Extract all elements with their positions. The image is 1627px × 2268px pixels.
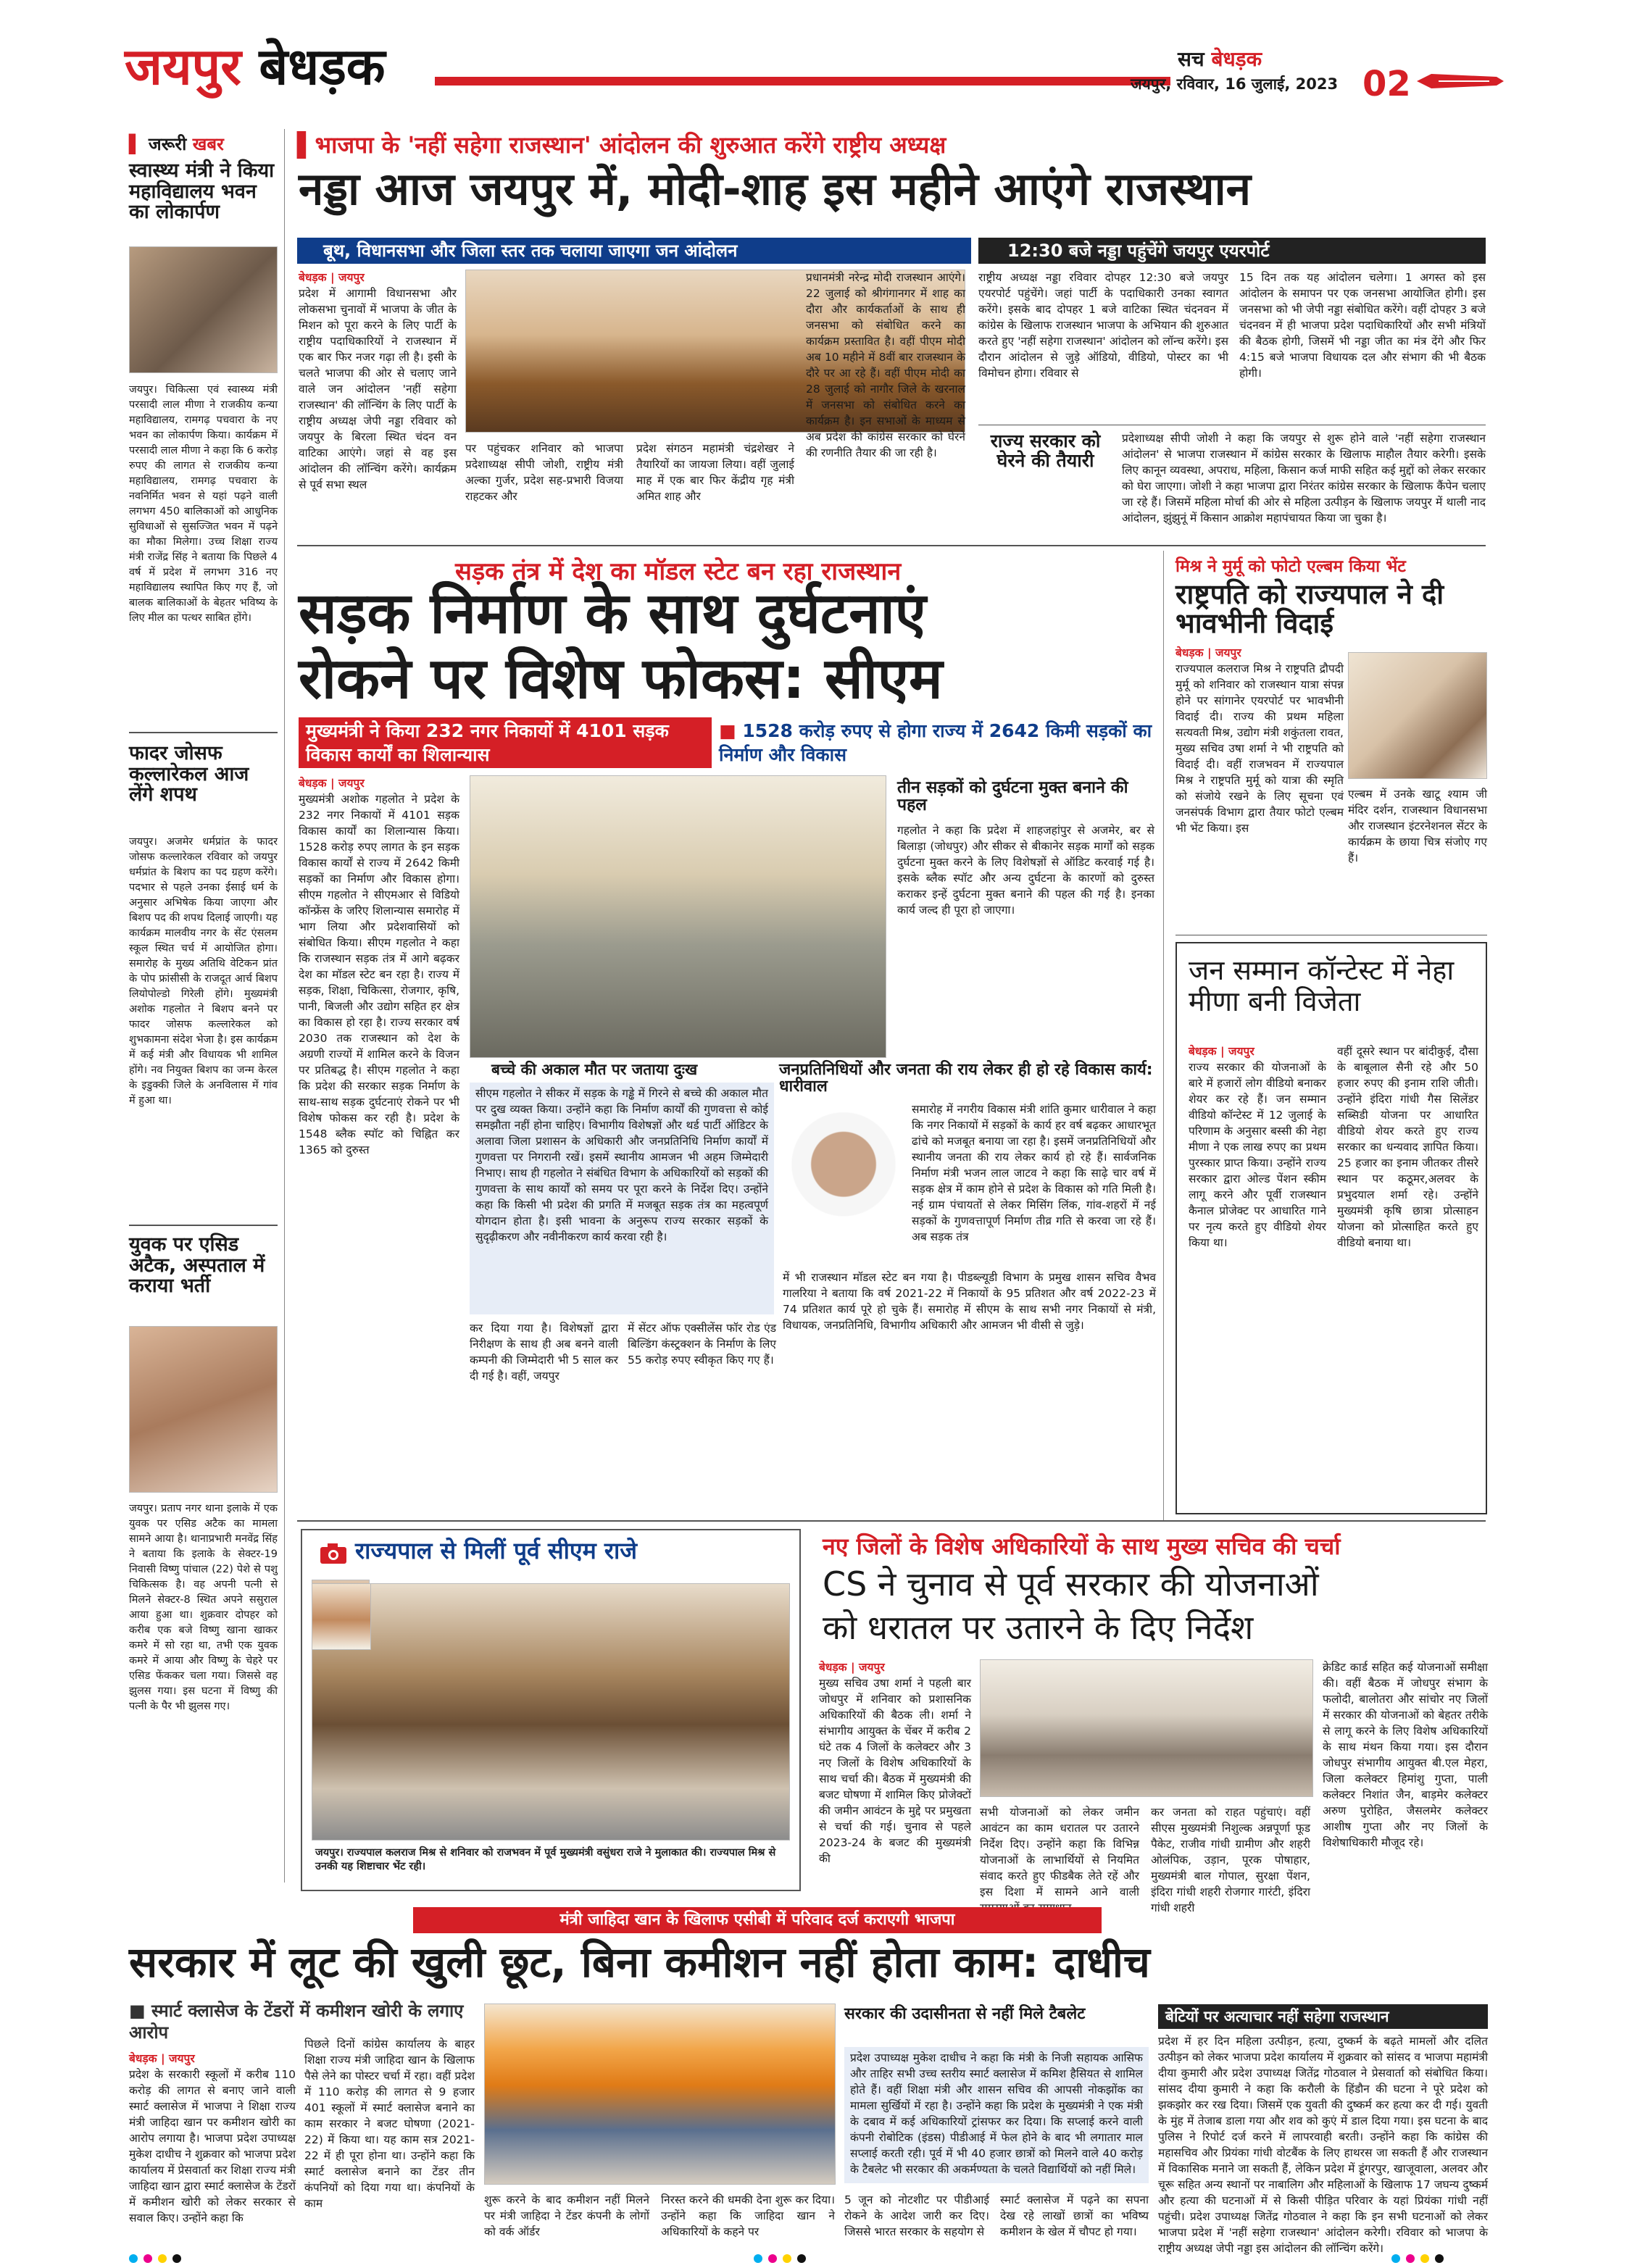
lead-subhead: [297, 238, 971, 264]
road-right-body: गहलोत ने कहा कि प्रदेश में शाहजहांपुर से अजमेर, बर से बिलाड़ा (जोधपुर) और सीकर से बीकानेर सड़क मार्गों को सड़क दुर्घटना मुक्त करने के लिए विशेषज्ञों से ऑडिट करवाई गई है। इसके ब्लैक स्पॉट और अन्य दुर्घटना के कारणों को दुरुस्त कराकर इन्हें दुर्घटना मुक्त बनाने की पहल की गई है। इनका कार्य जल्द ही पूरा हो जाएगा।: [897, 824, 1154, 917]
president-byline: बेधड़क | जयपुर: [1175, 646, 1241, 659]
lead-side-label: राज्य सरकार को घेरने की तैयारी: [990, 430, 1101, 471]
sidebar-label-a: जरूरी: [148, 134, 187, 154]
loot-right-body: प्रदेश में हर दिन महिला उत्पीड़न, हत्या, दुष्कर्म के बढ़ते मामलों और दलित उत्पीड़न को लेकर भाजपा प्रदेश कार्यालय में शुक्रवार को सांसद व भाजपा महामंत्री दीया कुमारी और प्रदेश उपाध्यक्ष जितेंद्र गोठवाल ने प्रेसवार्ता को संबोधित किया। सांसद दीया कुमारी ने कहा कि करौली के हिंडौन की घटना ने पूरे प्रदेश को झकझोर कर रख दिया। जिसमें एक युवती की दुष्कर्म कर हत्या कर दी गई। युवती के मुंह में तेजाब डाला गया और शव को कुएं में डाल दिया गया। इस घटना के बाद पुलिस ने रिपोर्ट दर्ज करने में लापरवाही बरती। उन्होंने कहा कि कांग्रेस की महासचिव और प्रियंका गांधी वोटबैंक के लिए हाथरस जा सकती हैं और राजस्थान में विकासिक मनाने जा सकती हैं, लेकिन प्रदेश में डूंगरपुर, खाजूवाला, अलवर और चूरू सहित अन्य स्थानों पर नाबालिग और महिलाओं के खिलाफ 17 जघन्य दुष्कर्म और हत्या की घटनाओं में से किसी पीड़ित परिवार के यहां प्रियंका गांधी नहीं पहुंची। प्रदेश उपाध्यक्ष जितेंद्र गोठवाल ने कहा कि इन सभी घटनाओं को लेकर भाजपा प्रदेश में 'नहीं सहेगा राजस्थान' आंदोलन करेगी। रविवार को भाजपा के राष्ट्रीय अध्यक्ष जेपी नड्डा इस आंदोलन की लॉन्चिंग करेंगे।: [1158, 2035, 1488, 2255]
lead-box-col2: 15 दिन तक यह आंदोलन चलेगा। 1 अगस्त को इस आंदोलन के समापन पर एक जनसभा आयोजित होगी। इस जनसभा को भी जेपी नड्डा संबोधित करेंगे। वहीं दोपहर 3 बजे चंदनवन में ही भाजपा प्रदेश पदाधिकारियों और सभी मंत्रियों की बैठक होगी, जिसमें भी नड्डा जीत का मंत्र देंगे और फिर 4:15 बजे भाजपा विधायक दल और संभाग की भी बैठक होगी।: [1239, 271, 1486, 380]
masthead-rule: [435, 77, 1170, 86]
tagline-b: बेधड़क: [1211, 47, 1262, 71]
cs-headline-line2: को धरातल पर उतारने के दिए निर्देश: [823, 1608, 1254, 1647]
sidebar-story3-photo: [129, 1326, 278, 1493]
cs-headline-line1: CS ने चुनाव से पूर्व सरकार की योजनाओं: [823, 1564, 1319, 1604]
loot-right-headline: [1158, 2004, 1488, 2029]
governor-caption: जयपुर। राज्यपाल कलराज मिश्र से शनिवार को राजभवन में पूर्व मुख्यमंत्री वसुंधरा राजे ने मुलाकात की। राज्यपाल मिश्र से उनकी यह शिष्टाचार भेंट रही।: [315, 1847, 776, 1872]
brand-name: बेधड़क: [259, 37, 386, 96]
loot-subhead: ■ स्मार्ट क्लासेज के टेंडरों में कमीशन खोरी के लगाए आरोप: [129, 2001, 464, 2043]
cs-col2: सभी योजनाओं को लेकर जमीन आवंटन का काम धरातल पर उतारने निर्देश दिए। उन्होंने कहा कि विभिन्न योजनाओं के लाभार्थियों से नियमित संवाद करते हुए फीडबैक लेते रहें और इस दिशा में सामने आने वाली: [980, 1806, 1139, 1898]
sidebar-label-b: खबर: [192, 134, 224, 154]
governor-title: राज्यपाल से मिलीं पूर्व सीएम राजे: [355, 1537, 637, 1564]
road-dhariwal-photo: [783, 1112, 904, 1261]
loot-right-headline-text: बेटियों पर अत्याचार नहीं सहेगा राजस्थान: [1165, 2008, 1389, 2025]
lead-box-title-text: 12:30 बजे नड्डा पहुंचेंगे जयपुर एयरपोर्ट: [1007, 241, 1270, 261]
lead-subhead-text: बूथ, विधानसभा और जिला स्तर तक चलाया जाएगा जन आंदोलन: [323, 241, 738, 261]
road-dhariwal-body2: में भी राजस्थान मॉडल स्टेट बन गया है। पीडब्ल्यूडी विभाग के प्रमुख शासन सचिव वैभव गालरिया ने बताया कि वर्ष 2021-22 में निकायों के 95 प्रतिशत और वर्ष 2022-23 में 74 प्रतिशत कार्य पूरे हो चुके हैं। समारोह में सीएम के साथ सभी नगर निकायों से मंत्री, विधायक, जनप्रतिनिधि, विभागीय अधिकारी और आमजन भी वीसी से जुड़े।: [783, 1271, 1156, 1332]
masthead-tagline: [1178, 45, 1262, 72]
right-divider: [1163, 551, 1164, 1522]
president-col1-text: राज्यपाल कलराज मिश्र ने राष्ट्रपति द्रौपदी मुर्मू को शनिवार को राजस्थान यात्रा संपन्न होने पर सांगानेर एयरपोर्ट पर भावभीनी विदाई दी। राज्य की प्रथम महिला सत्यवती मिश्र, उद्योग मंत्री शकुंतला रावत, मुख्य सचिव उषा शर्मा ने भी राष्ट्रपति को विदाई दी। वहीं राजभवन में राज्यपाल मिश्र ने राष्ट्रपति मुर्मू को यात्रा की स्मृति को संजोये रखने के लिए सूचना एवं जनसंपर्क विभाग द्वारा तैयार फोटो एल्बम भी भेंट किया। इस: [1175, 662, 1344, 835]
mid-rule: [297, 1520, 1486, 1522]
lead-byline: बेधड़क | जयपुर: [299, 271, 365, 284]
cs-photo: [980, 1659, 1313, 1797]
masthead-brand: [125, 38, 386, 96]
lead-kicker: ▌भाजपा के 'नहीं सहेगा राजस्थान' आंदोलन की शुरुआत करेंगे राष्ट्रीय अध्यक्ष: [297, 131, 946, 159]
road-dhariwal-headline: जनप्रतिनिधियों और जनता की राय लेकर ही हो रहे विकास कार्य: धारीवाल: [779, 1061, 1153, 1096]
lead-col4: प्रधानमंत्री नरेन्द्र मोदी राजस्थान आएंगे। 22 जुलाई को श्रीगंगानगर में शाह का दौरा और कार्यकर्ताओं के साथ ही जनसभा को संबोधित करने का कार्यक्रम प्रस्तावित है। वहीं पीएम मोदी अब 10 महीने में 8वीं बार राजस्थान के दौरे पर आ रहे हैं। वहीं पीएम मोदी का 28 जुलाई को नागौर जिले के खरनाल में जनसभा को संबोधित करने का कार्यक्रम है। इन सभाओं के माध्यम से अब प्रदेश की कांग्रेस सरकार को घेरने की रणनीति तैयार की जा रही है।: [806, 271, 965, 459]
contest-col1-text: राज्य सरकार की योजनाओं के बारे में हजारों लोग वीडियो बनाकर शेयर कर रहे हैं। जन सम्मान वीडियो कॉन्टेस्ट में 12 जुलाई के परिणाम के अनुसार बस्सी की नेहा मीणा ने एक लाख रुपए का प्रथम पुरस्कार प्राप्त किया। उन्होंने राज्य सरकार द्वारा ओल्ड पेंशन स्कीम लागू करने और पूर्वी राजस्थान कैनाल प्रोजेक्ट पर आधारित गाने पर नृत्य करते हुए वीडियो शेयर किया था।: [1189, 1061, 1326, 1249]
tagline-a: सच: [1178, 47, 1204, 71]
loot-mid-headline: सरकार की उदासीनता से नहीं मिले टैबलेट: [844, 2005, 1086, 2023]
road-photo: [470, 775, 886, 1058]
pen-nib-icon: [1417, 72, 1504, 90]
sidebar-label: ▌ जरूरी खबर: [129, 134, 224, 154]
cs-col1-text: मुख्य सचिव उषा शर्मा ने पहली बार जोधपुर में शनिवार को प्रशासनिक अधिकारियों की बैठक ली। शर्मा ने संभागीय आयुक्त के चेंबर में करीब 2 घंटे तक 4 जिलों के कलेक्टर और 3 नए जिलों के विशेष अधिकारियों के साथ चर्चा की। बैठक में मुख्यमंत्री की बजट घोषणा में शामिल किए प्रोजेक्टों की जमीन आवंटन के मुद्दे पर प्रमुखता से चर्चा की गई। चुनाव से पहले 2023-24 के बजट की मुख्यमंत्री की: [819, 1677, 971, 1865]
page-number: 02: [1362, 64, 1411, 104]
loot-kicker-text: मंत्री जाहिदा खान के खिलाफ एसीबी में परिवाद दर्ज कराएगी भाजपा: [559, 1911, 955, 1929]
sidebar-sep1: [129, 732, 278, 733]
road-col1-text: मुख्यमंत्री अशोक गहलोत ने प्रदेश के 232 नगर निकायों में 4101 सड़क विकास कार्यों का शिलान्यास किया। 1528 करोड़ रुपए लागत के इन सड़क विकास कार्यों से राज्य में 2642 किमी सड़कों का निर्माण और विकास होगा। सीएम गहलोत ने सीएमआर से विडियो कॉन्फ्रेंस के जरिए शिलान्यास समारोह में भाग लिया और प्रदेशवासियों को संबोधित किया। सीएम गहलोत ने कहा कि राजस्थान सड़क तंत्र में आगे बढ़कर देश का मॉडल स्टेट बन रहा है। राज्य में सड़क, शिक्षा, चिकित्सा, रोजगार, कृषि, पानी, बिजली और उद्योग सहित हर क्षेत्र का विकास हो रहा है। राज्य सरकार वर्ष 2030 तक राजस्थान को देश के अग्रणी राज्यों में शामिल करने के विजन पर प्रतिबद्ध है। सीएम गहलोत ने कहा कि प्रदेश की सरकार सड़क निर्माण के साथ-साथ सड़क दुर्घटनाएं रोकने पर भी विशेष फोकस कर रही है। प्रदेश के 1548 ब्लैक स्पॉट को चिह्नित कर 1365 को दुरुस्त: [299, 793, 459, 1156]
masthead: [0, 0, 1627, 123]
lead-col1-text: प्रदेश में आगामी विधानसभा और लोकसभा चुनावों में भाजपा के जीत के मिशन को पूरा करने के लिए पार्टी के राष्ट्रीय पदाधिकारियों ने राजस्थान में एक बार फिर नजर गढ़ा ली है। इसी के चलते भाजपा की ओर से चलाए जाने वाले जन आंदोलन 'नहीं सहेगा राजस्थान' की लॉन्चिंग के लिए पार्टी के राष्ट्रीय अध्यक्ष जेपी नड्डा रविवार को जयपुर के बिरला स्थित चंदन वन वाटिका आएंगे। जहां से वह इस आंदोलन की लॉन्चिंग करेंगे। कार्यक्रम से पूर्व सभा स्थल: [299, 287, 457, 491]
loot-col1: [129, 2051, 296, 2246]
road-col1: [299, 775, 459, 1507]
president-photo: [1348, 652, 1487, 779]
governor-inset-photo-front: [312, 1583, 371, 1650]
loot-col4: निरस्त करने की धमकी देना शुरू कर दिया। उन्होंने कहा कि जाहिदा खान ने अधिकारियों के कहने पर: [661, 2193, 835, 2238]
loot-byline: बेधड़क | जयपुर: [129, 2052, 195, 2065]
sidebar-story3-body: जयपुर। प्रताप नगर थाना इलाके में एक युवक पर एसिड अटैक का मामला सामने आया है। थानाप्रभारी मनवेंद्र सिंह ने बताया कि इलाके के सेक्टर-19 निवासी विष्णु पांचाल (22) पेशे से पशु चिकित्सक है। वह अपनी पत्नी से मिलने सेक्टर-8 स्थित अपने ससुराल आया हुआ था। शुक्रवार दोपहर को करीब एक बजे विष्णु खाना खाकर कमरे में सो रहा था, तभी एक युवक कमरे में आया और विष्णु के चेहरे पर एसिड फेंककर चला गया। जिससे वह झुलस गया। इस घटना में विष्णु की पत्नी के पैर भी झुलस गए।: [129, 1503, 278, 1712]
sidebar-story2-body: जयपुर। अजमेर धर्मप्रांत के फादर जोसफ कल्लारेकल रविवार को जयपुर धर्मप्रांत के बिशप का पद ग्रहण करेंगे। पदभार से पहले उनका ईसाई धर्म के अनुसार अभिषेक किया जाएगा और बिशप पद की शपथ दिलाई जाएगी। यह कार्यक्रम मालवीय नगर के सेंट एंसलम स्कूल स्थित चर्च में आयोजित होगा। समारोह के मुख्य अतिथि वेटिकन प्रांत के पोप फ्रांसीसी के राजदूत आर्च बिशप लियोपोल्डो गिरेली होंगे। मुख्यमंत्री अशोक गहलोत ने बिशप बनने पर फादर जोसफ कल्लारेकल को शुभकामना संदेश भेजा है। इस कार्यक्रम में कई मंत्री और विधायक भी शामिल होंगे। नव नियुक्त बिशप का जन्म केरल के इडुक्की जिले के अनविलास में गांव में हुआ था।: [129, 836, 278, 1106]
dateline: जयपुर, रविवार, 16 जुलाई, 2023: [1131, 75, 1339, 93]
president-kicker: मिश्र ने मुर्मू को फोटो एल्बम किया भेंट: [1175, 557, 1406, 576]
lead-kicker-text: भाजपा के 'नहीं सहेगा राजस्थान' आंदोलन की शुरुआत करेंगे राष्ट्रीय अध्यक्ष: [315, 131, 946, 159]
lead-bottom-rule: [297, 545, 1486, 546]
loot-photo: [484, 2004, 836, 2185]
lead-col3: प्रदेश संगठन महामंत्री चंद्रशेखर ने तैयारियों का जायजा लिया। वहीं जुलाई माह में एक बार फिर केंद्रीय गृह मंत्री अमित शाह और: [636, 442, 794, 503]
brand-city: जयपुर: [125, 37, 241, 96]
president-col2: एल्बम में उनके खाटू श्याम जी मंदिर दर्शन, राजस्थान विधानसभा और राजस्थान इंटरनेशनल सेंटर के कार्यक्रम के छाया चित्र संजोए गए हैं।: [1348, 788, 1487, 864]
loot-col6: स्मार्ट क्लासेज में पढ़ने का सपना देख रहे लाखों छात्रों का भविष्य कमीशन के खेल में चौपट हो गया।: [1000, 2193, 1149, 2238]
sidebar-sep2: [129, 1225, 278, 1226]
cs-col1: [819, 1659, 971, 1891]
sidebar-story3-headline: युवक पर एसिड अटैक, अस्पताल में कराया भर्ती: [129, 1233, 265, 1298]
road-headline-line2: रोकने पर विशेष फोकस: सीएम: [299, 646, 943, 712]
camera-icon: [319, 1542, 348, 1565]
lead-headline: नड्डा आज जयपुर में, मोदी-शाह इस महीने आएंगे राजस्थान: [299, 162, 1252, 215]
lead-side-text: प्रदेशाध्यक्ष सीपी जोशी ने कहा कि जयपुर से शुरू होने वाले 'नहीं सहेगा राजस्थान आंदोलन' से भाजपा राजस्थान में कांग्रेस सरकार के खिलाफ माहौल तैयार करेगी। इसके लिए कानून व्यवस्था, अपराध, महिला, किसान कर्ज माफी सहित कई मुद्दों को लेकर सरकार को घेरा जाएगा। जोशी ने कहा भाजपा द्वारा निरंतर कांग्रेस सरकार के खिलाफ कैंपेन चलाए जा रहे हैं। जिसमें महिला मोर्चा की ओर से महिला उत्पीड़न के खिलाफ जयपुर में थाली नाद आंदोलन, झुंझुनूं में किसान आक्रोश महापंचायत किया जा चुका है।: [1122, 432, 1486, 525]
governor-photo: [312, 1583, 790, 1840]
loot-kicker: [413, 1907, 1102, 1933]
road-dhariwal-body1: समारोह में नगरीय विकास मंत्री शांति कुमार धारीवाल ने कहा कि नगर निकायों में सड़कों के कार्य हर वर्ष बढ़कर आधारभूत ढांचे को मजबूत बनाया जा रहा है। इसमें जनप्रतिनिधियों और स्थानीय जनता की राय लेकर कार्य हो रहे हैं। सार्वजनिक निर्माण मंत्री भजन लाल जाटव ने कहा कि साढ़े चार वर्ष में सड़क क्षेत्र में काम होने से प्रदेश के विकास को गति मिली है। नई ग्राम पंचायतों से लेकर मिसिंग लिंक, गांव-शहरों में नई सड़कों के गुणवत्तापूर्ण निर्माण तीव्र गति से करवा जा रहे हैं। अब सड़क तंत्र: [912, 1103, 1156, 1243]
sidebar-story2-headline: फादर जोसफ कल्लारेकल आज लेंगे शपथ: [129, 742, 249, 806]
road-col2: कर दिया गया है। विशेषज्ञों द्वारा निरीक्षण के साथ ही अब बनने वाली कम्पनी की जिम्मेदारी भी 5 साल कर दी गई है। वहीं, जयपुर: [470, 1322, 618, 1383]
lead-box-title: [978, 238, 1486, 264]
road-right-headline: तीन सड़कों को दुर्घटना मुक्त बनाने की पहल: [897, 778, 1128, 815]
registration-dots-left: [129, 2252, 187, 2266]
lead-col1: [299, 270, 457, 536]
road-subhead2: ■ 1528 करोड़ रुपए से होगा राज्य में 2642 किमी सड़कों का निर्माण और विकास: [719, 720, 1152, 765]
road-subhead2-text: 1528 करोड़ रुपए से होगा राज्य में 2642 किमी सड़कों का निर्माण और विकास: [719, 720, 1152, 765]
road-headline-line1: सड़क निर्माण के साथ दुर्घटनाएं: [299, 581, 926, 646]
contest-col1: [1189, 1043, 1326, 1507]
sidebar-story1-photo: [129, 246, 278, 373]
president-headline: राष्ट्रपति को राज्यपाल ने दी भावभीनी विदाई: [1175, 578, 1444, 640]
loot-col3: शुरू करने के बाद कमीशन नहीं मिलने पर मंत्री जाहिदा ने टेंडर कंपनी के लोगों को वर्क ऑर्डर: [484, 2193, 649, 2238]
cs-byline: बेधड़क | जयपुर: [819, 1661, 885, 1674]
sidebar-story1-body: जयपुर। चिकित्सा एवं स्वास्थ्य मंत्री परसादी लाल मीणा ने राजकीय कन्या महाविद्यालय, रामगढ़ पचवारा के नए भवन का लोकार्पण किया। कार्यक्रम में परसादी लाल मीणा ने कहा कि 6 करोड़ रुपए की लागत से राजकीय कन्या महाविद्यालय, रामगढ़ पचवारा के नवनिर्मित भवन से यहां पढ़ने वाली लगभग 450 बालिकाओं को आधुनिक सुविधाओं से सुसज्जित भवन में पढ़ने का मौका मिलेगा। उच्च शिक्षा राज्य मंत्री राजेंद्र सिंह ने बताया कि पिछले 4 वर्ष में प्रदेश में लगभग 316 नए महाविद्यालय स्थापित किए गए हैं, जो बालक बालिकाओं के बेहतर भविष्य के लिए मील का पत्थर साबित होंगे।: [129, 384, 278, 624]
loot-headline: सरकार में लूट की खुली छूट, बिना कमीशन नहीं होता काम: दाधीच: [129, 1938, 1150, 1987]
loot-col5: 5 जून को नोटशीट पर पीडीआई रोकने के आदेश जारी कर दिए। जिससे भारत सरकार के सहयोग से: [844, 2193, 989, 2238]
registration-dots-right: [1391, 2252, 1449, 2266]
loot-subhead-text: स्मार्ट क्लासेज के टेंडरों में कमीशन खोरी के लगाए आरोप: [129, 2001, 464, 2043]
road-subhead1: [299, 717, 712, 768]
contest-col2: वहीं दूसरे स्थान पर बांदीकुई, दौसा के बाबूलाल सैनी रहे और 50 हजार रुपए की इनाम राशि जीती। उन्होंने इंदिरा गांधी गैस सिलेंडर सब्सिडी योजना पर आधारित वीडियो शेयर करते हुए राज्य सरकार का धन्यवाद ज्ञापित किया। 25 हजार का इनाम जीतकर तीसरे स्थान पर कठूमर,अलवर के प्रभुदयाल शर्मा रहे। उन्होंने मुख्यमंत्री कृषि छात्रा प्रोत्साहन योजना को प्रोत्साहित करते हुए वीडियो बनाया था।: [1337, 1045, 1478, 1249]
sidebar-divider: [284, 129, 285, 1883]
loot-col2: पिछले दिनों कांग्रेस कार्यालय के बाहर शिक्षा राज्य मंत्री जाहिदा खान के खिलाफ पैसे लेने का पोस्टर चर्चा में रहा। वहीं प्रदेश में 110 करोड़ की लागत से 9 हजार 401 स्कूलों में स्मार्ट क्लासेज बनाने का काम सरकार ने बजट घोषणा (2021-22) में किया था। यह काम सत्र 2021-22 में ही पूरा होना था। उन्होंने कहा कि स्मार्ट क्लासेज बनाने का टेंडर तीन कंपनियों को दिया गया था। कंपनियों के काम: [304, 2038, 475, 2210]
president-col1: [1175, 645, 1344, 924]
road-kicker: सड़क तंत्र में देश का मॉडल स्टेट बन रहा राजस्थान: [455, 557, 902, 586]
cs-kicker: नए जिलों के विशेष अधिकारियों के साथ मुख्य सचिव की चर्चा: [823, 1533, 1341, 1560]
contest-headline: जन सम्मान कॉन्टेस्ट में नेहा मीणा बनी विजेता: [1189, 954, 1455, 1017]
loot-col1-text: प्रदेश के सरकारी स्कूलों में करीब 110 करोड़ की लागत से बनाए जाने वाली स्मार्ट क्लासेज में भाजपा ने शिक्षा राज्य मंत्री जाहिदा खान पर कमीशन खोरी का आरोप लगाया है। भाजपा प्रदेश उपाध्यक्ष मुकेश दाधीच ने शुक्रवार को भाजपा प्रदेश कार्यालय में प्रेसवार्ता कर शिक्षा राज्य मंत्री जाहिदा खान द्वारा स्मार्ट क्लासेज के टेंडरों में कमीशन खोरी को लेकर सरकार से सवाल किए। उन्होंने कहा कि: [129, 2068, 296, 2225]
road-box-headline: बच्चे की अकाल मौत पर जताया दुःख: [491, 1061, 698, 1078]
road-box-body: सीएम गहलोत ने सीकर में सड़क के गड्ढे में गिरने से बच्चे की अकाल मौत पर दुख व्यक्त किया। उन्होंने कहा कि निर्माण कार्यों की गुणवत्ता से कोई समझौता नहीं होना चाहिए। विभागीय विशेषज्ञों और थर्ड पार्टी ऑडिटर के अलावा जिला प्रशासन के अधिकारी और जनप्रतिनिधि निर्माण कार्यों में गुणवत्ता पर निगरानी रखें। इसमें स्थानीय आमजन भी अहम जिम्मेदारी निभाए। साथ ही गहलोत ने संबंधित विभाग के अधिकारियों को सड़कों की गुणवत्ता के साथ कार्यों को समय पर पूरा करने के निर्देश दिए। उन्होंने कहा कि किसी भी प्रदेश की प्रगति में मजबूत सड़क तंत्र का महत्वपूर्ण योगदान होता है। इसी भावना के अनुरूप राज्य सरकार सड़कों के सुदृढ़ीकरण और नवीनीकरण कार्य करवा रही है।: [470, 1083, 774, 1314]
road-col3: में सेंटर ऑफ एक्सीलेंस फॉर रोड एंड बिल्डिंग कंस्ट्रक्शन के निर्माण के लिए 55 करोड़ रुपए स्वीकृत किए गए हैं।: [628, 1322, 776, 1367]
loot-mid-body: प्रदेश उपाध्यक्ष मुकेश दाधीच ने कहा कि मंत्री के निजी सहायक आसिफ और ताहिर सभी उच्च स्तरीय स्मार्ट क्लासेज में कमिश हैसियत से शामिल होते हैं। वहीं शिक्षा मंत्री और शासन सचिव की आपसी नोकझोंक का मामला सुर्खियों में रहा है। उन्होंने कहा कि प्रदेश के मुख्यमंत्री ने एक मंत्री के दबाव में कई अधिकारियों ट्रांसफर कर दिया। कि सप्लाई करने वाली कंपनी रोबोटिक (इंडस) पीडीआई में फेल होने के बाद भी लगातार माल सप्लाई करती रही। पूर्व में भी 40 हजार छात्रों को मिलने वाले 40 करोड़ के टैबलेट भी सरकार की अकर्मण्यता के चलते विद्यार्थियों को नहीं मिले।: [844, 2047, 1149, 2183]
road-subhead1-text: मुख्यमंत्री ने किया 232 नगर निकायों में 4101 सड़क विकास कार्यों का शिलान्यास: [306, 720, 669, 765]
sidebar-story1-headline: स्वास्थ्य मंत्री ने किया महाविद्यालय भवन का लोकार्पण: [129, 159, 275, 224]
cs-col3: कर जनता को राहत पहुंचाएं। वहीं सीएस मुख्यमंत्री निशुल्क अन्नपूर्णा फूड पैकेट, राजीव गांधी ग्रामीण और शहरी ओलंपिक, उड़ान, पूरक पोषाहार, मुख्यमंत्री बाल गोपाल, सुरक्षा पेंशन, इंदिरा गांधी शहरी रोजगार गारंटी, इंदिरा गांधी शहरी: [1151, 1806, 1310, 1914]
lead-box-col1: राष्ट्रीय अध्यक्ष नड्डा रविवार दोपहर 12:30 बजे जयपुर एयरपोर्ट पहुंचेंगे। जहां पार्टी के पदाधिकारी उनका स्वागत करेंगे। इसके बाद दोपहर 1 बजे वाटिका स्थित चंदनवन में कांग्रेस के खिलाफ राजस्थान भाजपा के अभियान की शुरुआत करते हुए 'नहीं सहेगा राजस्थान' आंदोलन को लॉन्च करेंगे। इस दौरान आंदोलन से जुड़े ऑडियो, वीडियो, पोस्टर का भी विमोचन होगा। रविवार से: [978, 271, 1228, 380]
cs-col4: क्रेडिट कार्ड सहित कई योजनाओं समीक्षा की। वहीं बैठक में जोधपुर संभाग के फलोदी, बालोतरा और सांचोर नए जिलों में सरकार की योजनाओं को बेहतर तरीके से लागू करने के लिए विशेष अधिकारियों के साथ मंथन किया गया। इस दौरान जोधपुर संभागीय आयुक्त बी.एल मेहरा, जिला कलेक्टर हिमांशु गुप्ता, पाली कलेक्टर निशांत जैन, बाड़मेर कलेक्टर अरुण पुरोहित, जैसलमेर कलेक्टर आशीष गुप्ता और नए जिलों के विशेषाधिकारी मौजूद रहे।: [1323, 1661, 1488, 1849]
lead-col2: पर पहुंचकर शनिवार को भाजपा प्रदेशाध्यक्ष सीपी जोशी, राष्ट्रीय मंत्री अल्का गुर्जर, प्रदेश सह-प्रभारी विजया राहटकर और: [465, 442, 623, 503]
registration-dots-center: [754, 2252, 812, 2266]
contest-byline: बेधड़क | जयपुर: [1189, 1045, 1254, 1058]
road-byline: बेधड़क | जयपुर: [299, 777, 365, 790]
